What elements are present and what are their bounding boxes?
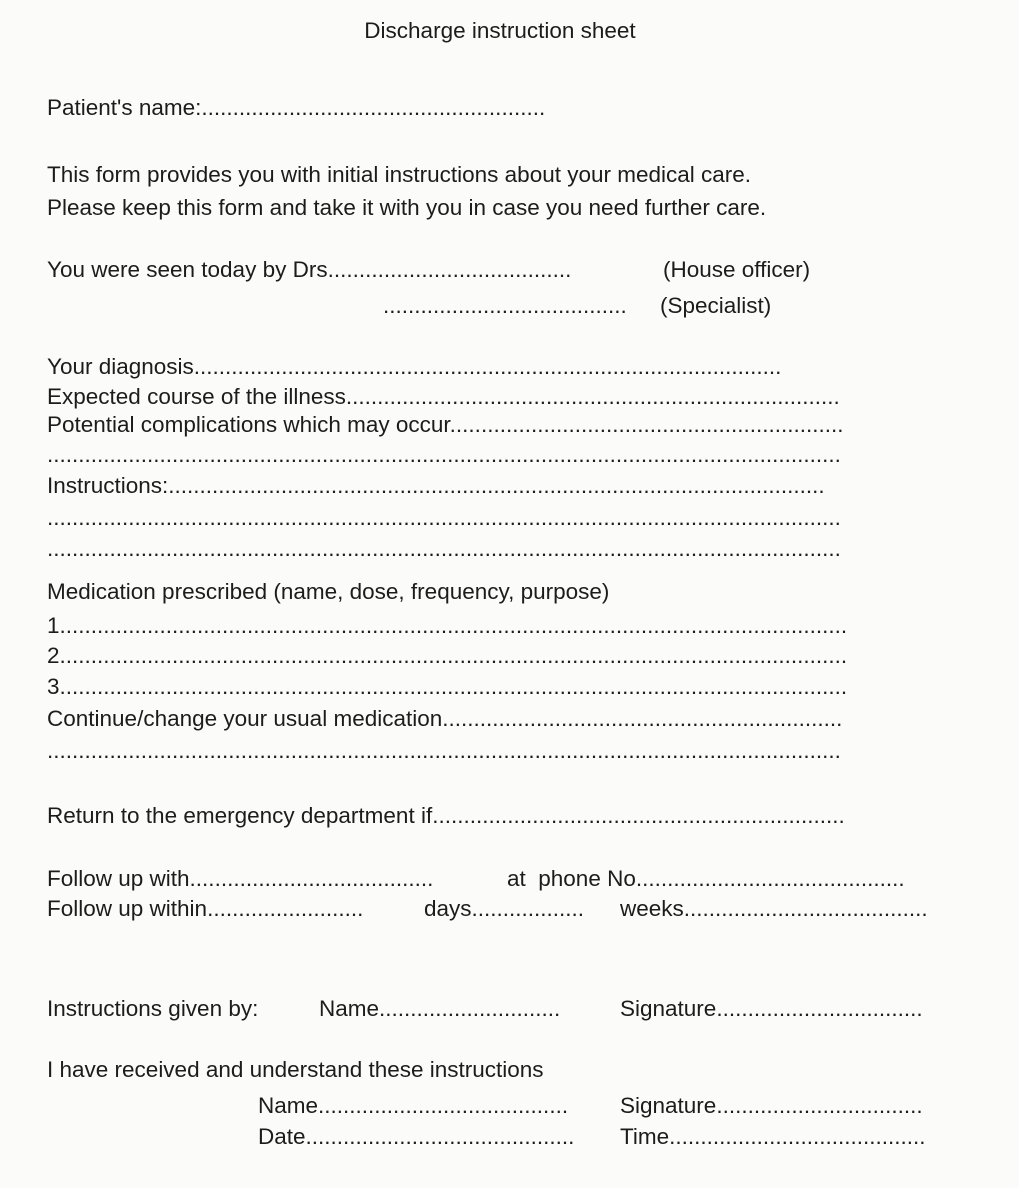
instructions-continuation-2[interactable]: ...............................................................................................................................: [47, 536, 841, 561]
follow-up-within-field[interactable]: Follow up within.........................: [47, 896, 364, 921]
intro-line-1: This form provides you with initial instructions about your medical care.: [47, 162, 752, 187]
intro-line-2: Please keep this form and take it with you in case you need further care.: [47, 195, 767, 220]
given-by-name-field[interactable]: Name.............................: [319, 996, 561, 1021]
usual-medication-field[interactable]: Continue/change your usual medication................................................................: [47, 706, 843, 731]
given-by-label: Instructions given by:: [47, 996, 259, 1021]
weeks-field[interactable]: weeks.......................................: [620, 896, 928, 921]
medication-heading: Medication prescribed (name, dose, frequency, purpose): [47, 579, 610, 604]
medication-item-2[interactable]: 2..............................................................................................................................: [47, 643, 848, 668]
medication-item-3[interactable]: 3..............................................................................................................................: [47, 674, 848, 699]
house-officer-label: (House officer): [663, 257, 811, 282]
date-field[interactable]: Date...........................................: [258, 1124, 575, 1149]
patient-name-field[interactable]: Patient's name:.......................................................: [47, 95, 546, 120]
time-field[interactable]: Time.........................................: [620, 1124, 926, 1149]
form-title: Discharge instruction sheet: [364, 18, 636, 43]
patient-sign-name-field[interactable]: Name........................................: [258, 1093, 569, 1118]
given-by-signature-field[interactable]: Signature.................................: [620, 996, 923, 1021]
return-ed-field[interactable]: Return to the emergency department if..................................................................: [47, 803, 845, 828]
specialist-field[interactable]: .......................................: [383, 293, 627, 318]
complications-continuation[interactable]: ...............................................................................................................................: [47, 442, 841, 467]
follow-up-with-field[interactable]: Follow up with.......................................: [47, 866, 434, 891]
phone-number-field[interactable]: at phone No...........................................: [507, 866, 905, 891]
medication-item-1[interactable]: 1..............................................................................................................................: [47, 613, 848, 638]
patient-signature-field[interactable]: Signature.................................: [620, 1093, 923, 1118]
usual-medication-continuation[interactable]: ...............................................................................................................................: [47, 738, 841, 763]
seen-by-field[interactable]: You were seen today by Drs.......................................: [47, 257, 572, 282]
complications-field[interactable]: Potential complications which may occur...............................................................: [47, 412, 844, 437]
instructions-field[interactable]: Instructions:.........................................................................................................: [47, 473, 825, 498]
acknowledgement-statement: I have received and understand these instructions: [47, 1057, 544, 1082]
days-field[interactable]: days..................: [424, 896, 585, 921]
specialist-label: (Specialist): [660, 293, 772, 318]
expected-course-field[interactable]: Expected course of the illness...............................................................................: [47, 384, 840, 409]
instructions-continuation-1[interactable]: ...............................................................................................................................: [47, 505, 841, 530]
diagnosis-field[interactable]: Your diagnosis..............................................................................................: [47, 354, 782, 379]
